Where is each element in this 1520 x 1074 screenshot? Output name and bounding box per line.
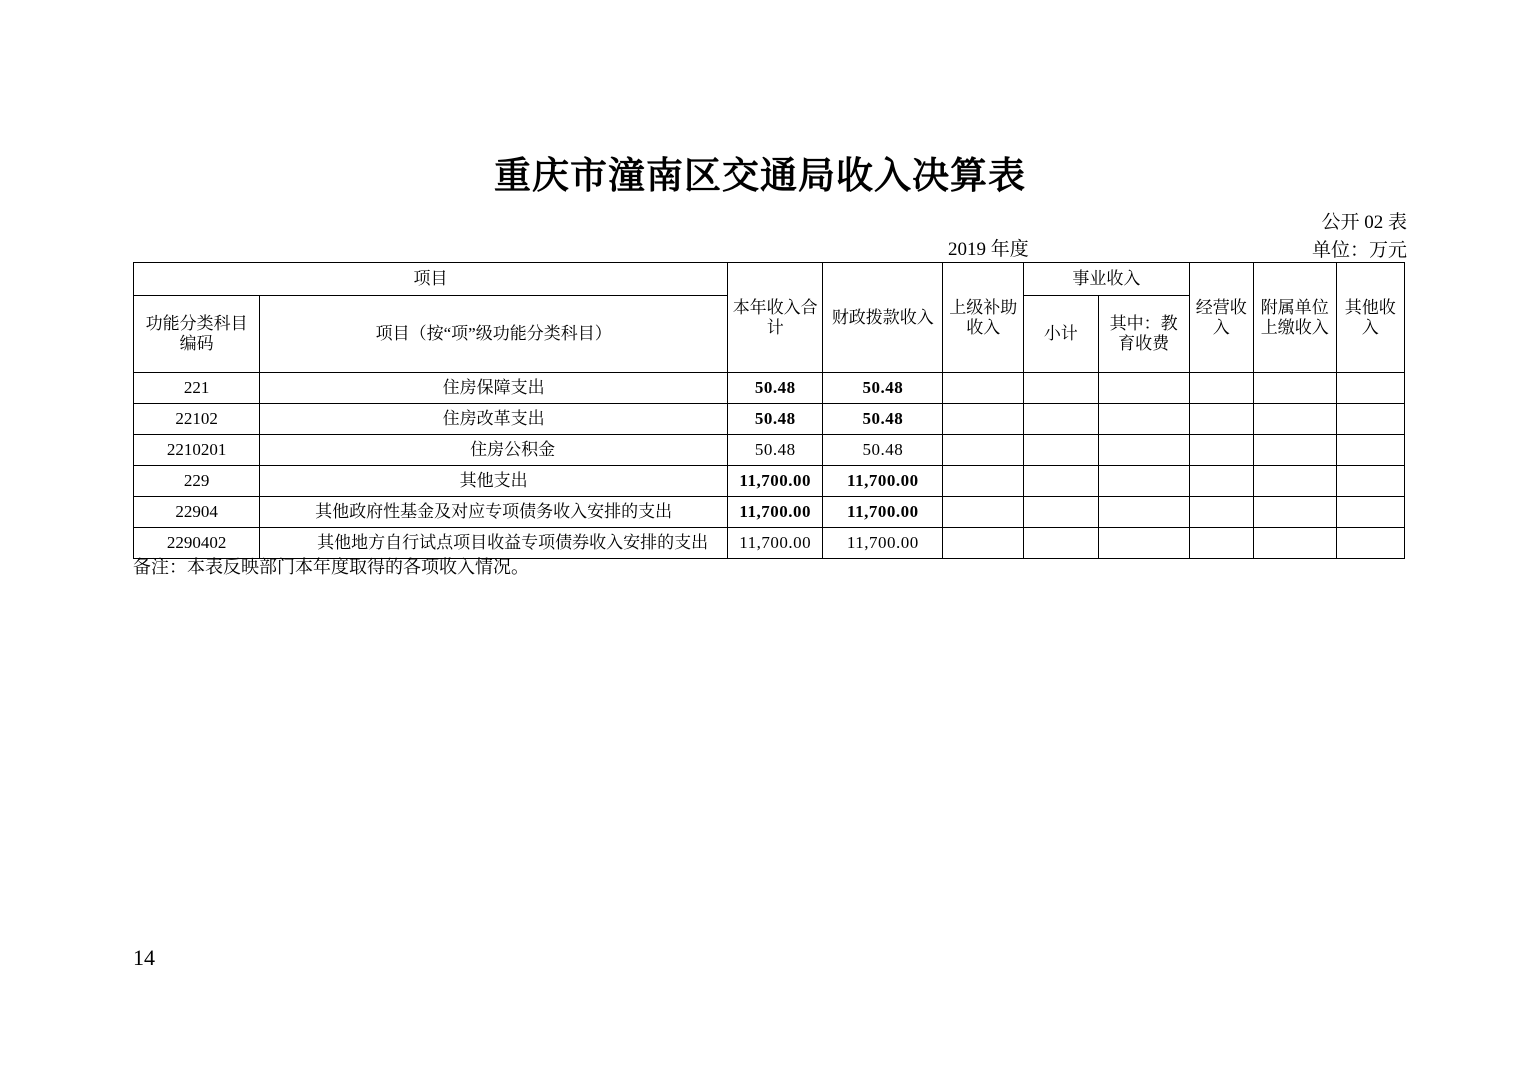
cell-total: 11,700.00 — [728, 466, 823, 497]
header-affiliated: 附属单位上缴收入 — [1253, 263, 1336, 373]
cell-affiliated — [1253, 497, 1336, 528]
cell-fiscal: 11,700.00 — [823, 497, 943, 528]
cell-fiscal: 11,700.00 — [823, 466, 943, 497]
cell-superior — [943, 466, 1024, 497]
cell-business-edu — [1098, 373, 1189, 404]
cell-business-sub — [1024, 404, 1099, 435]
cell-business-sub — [1024, 497, 1099, 528]
cell-operating — [1189, 528, 1253, 559]
cell-total: 11,700.00 — [728, 528, 823, 559]
cell-business-edu — [1098, 435, 1189, 466]
header-operating: 经营收入 — [1189, 263, 1253, 373]
header-business-sub: 小计 — [1024, 296, 1099, 373]
cell-superior — [943, 528, 1024, 559]
cell-business-sub — [1024, 528, 1099, 559]
table-body — [134, 373, 1405, 559]
cell-operating — [1189, 435, 1253, 466]
cell-name: 住房公积金 — [260, 435, 728, 466]
cell-fiscal: 50.48 — [823, 404, 943, 435]
cell-name: 住房改革支出 — [260, 404, 728, 435]
cell-superior — [943, 497, 1024, 528]
cell-other — [1336, 466, 1404, 497]
cell-business-sub — [1024, 373, 1099, 404]
cell-superior — [943, 404, 1024, 435]
unit-label: 单位：万元 — [1311, 240, 1407, 261]
table-row — [134, 373, 1405, 404]
cell-operating — [1189, 497, 1253, 528]
cell-operating — [1189, 466, 1253, 497]
cell-operating — [1189, 404, 1253, 435]
cell-name: 其他政府性基金及对应专项债务收入安排的支出 — [260, 497, 728, 528]
cell-other — [1336, 404, 1404, 435]
table-row — [134, 404, 1405, 435]
header-business: 事业收入 — [1024, 263, 1190, 296]
cell-other — [1336, 497, 1404, 528]
cell-code: 22904 — [134, 497, 260, 528]
page-title: 重庆市潼南区交通局收入决算表 — [494, 154, 1026, 197]
cell-other — [1336, 528, 1404, 559]
cell-affiliated — [1253, 528, 1336, 559]
cell-name: 其他地方自行试点项目收益专项债券收入安排的支出 — [260, 528, 728, 559]
cell-business-sub — [1024, 435, 1099, 466]
header-name: 项目（按“项”级功能分类科目） — [260, 296, 728, 373]
cell-code: 2210201 — [134, 435, 260, 466]
cell-superior — [943, 373, 1024, 404]
cell-total: 11,700.00 — [728, 497, 823, 528]
header-total: 本年收入合计 — [728, 263, 823, 373]
cell-total: 50.48 — [728, 404, 823, 435]
cell-business-edu — [1098, 497, 1189, 528]
header-project-group: 项目 — [134, 263, 728, 296]
cell-code: 2290402 — [134, 528, 260, 559]
header-business-edu: 其中：教育收费 — [1098, 296, 1189, 373]
cell-superior — [943, 435, 1024, 466]
header-fiscal: 财政拨款收入 — [823, 263, 943, 373]
header-code: 功能分类科目编码 — [134, 296, 260, 373]
header-superior: 上级补助收入 — [943, 263, 1024, 373]
cell-business-sub — [1024, 466, 1099, 497]
cell-business-edu — [1098, 404, 1189, 435]
cell-total: 50.48 — [728, 373, 823, 404]
header-other: 其他收入 — [1336, 263, 1404, 373]
form-number: 公开 02 表 — [1321, 212, 1407, 233]
cell-affiliated — [1253, 404, 1336, 435]
table-row — [134, 466, 1405, 497]
cell-other — [1336, 435, 1404, 466]
cell-total: 50.48 — [728, 435, 823, 466]
year-label: 2019 年度 — [948, 239, 1029, 260]
table-row — [134, 435, 1405, 466]
cell-fiscal: 50.48 — [823, 435, 943, 466]
cell-affiliated — [1253, 466, 1336, 497]
table-note: 备注：本表反映部门本年度取得的各项收入情况。 — [133, 557, 529, 577]
cell-name: 其他支出 — [260, 466, 728, 497]
table-row — [134, 497, 1405, 528]
cell-fiscal: 11,700.00 — [823, 528, 943, 559]
cell-code: 229 — [134, 466, 260, 497]
cell-code: 221 — [134, 373, 260, 404]
cell-fiscal: 50.48 — [823, 373, 943, 404]
cell-affiliated — [1253, 435, 1336, 466]
cell-other — [1336, 373, 1404, 404]
cell-operating — [1189, 373, 1253, 404]
cell-business-edu — [1098, 528, 1189, 559]
cell-name: 住房保障支出 — [260, 373, 728, 404]
income-final-accounts-table — [133, 262, 1405, 559]
page-number: 14 — [133, 945, 155, 970]
cell-business-edu — [1098, 466, 1189, 497]
cell-code: 22102 — [134, 404, 260, 435]
cell-affiliated — [1253, 373, 1336, 404]
